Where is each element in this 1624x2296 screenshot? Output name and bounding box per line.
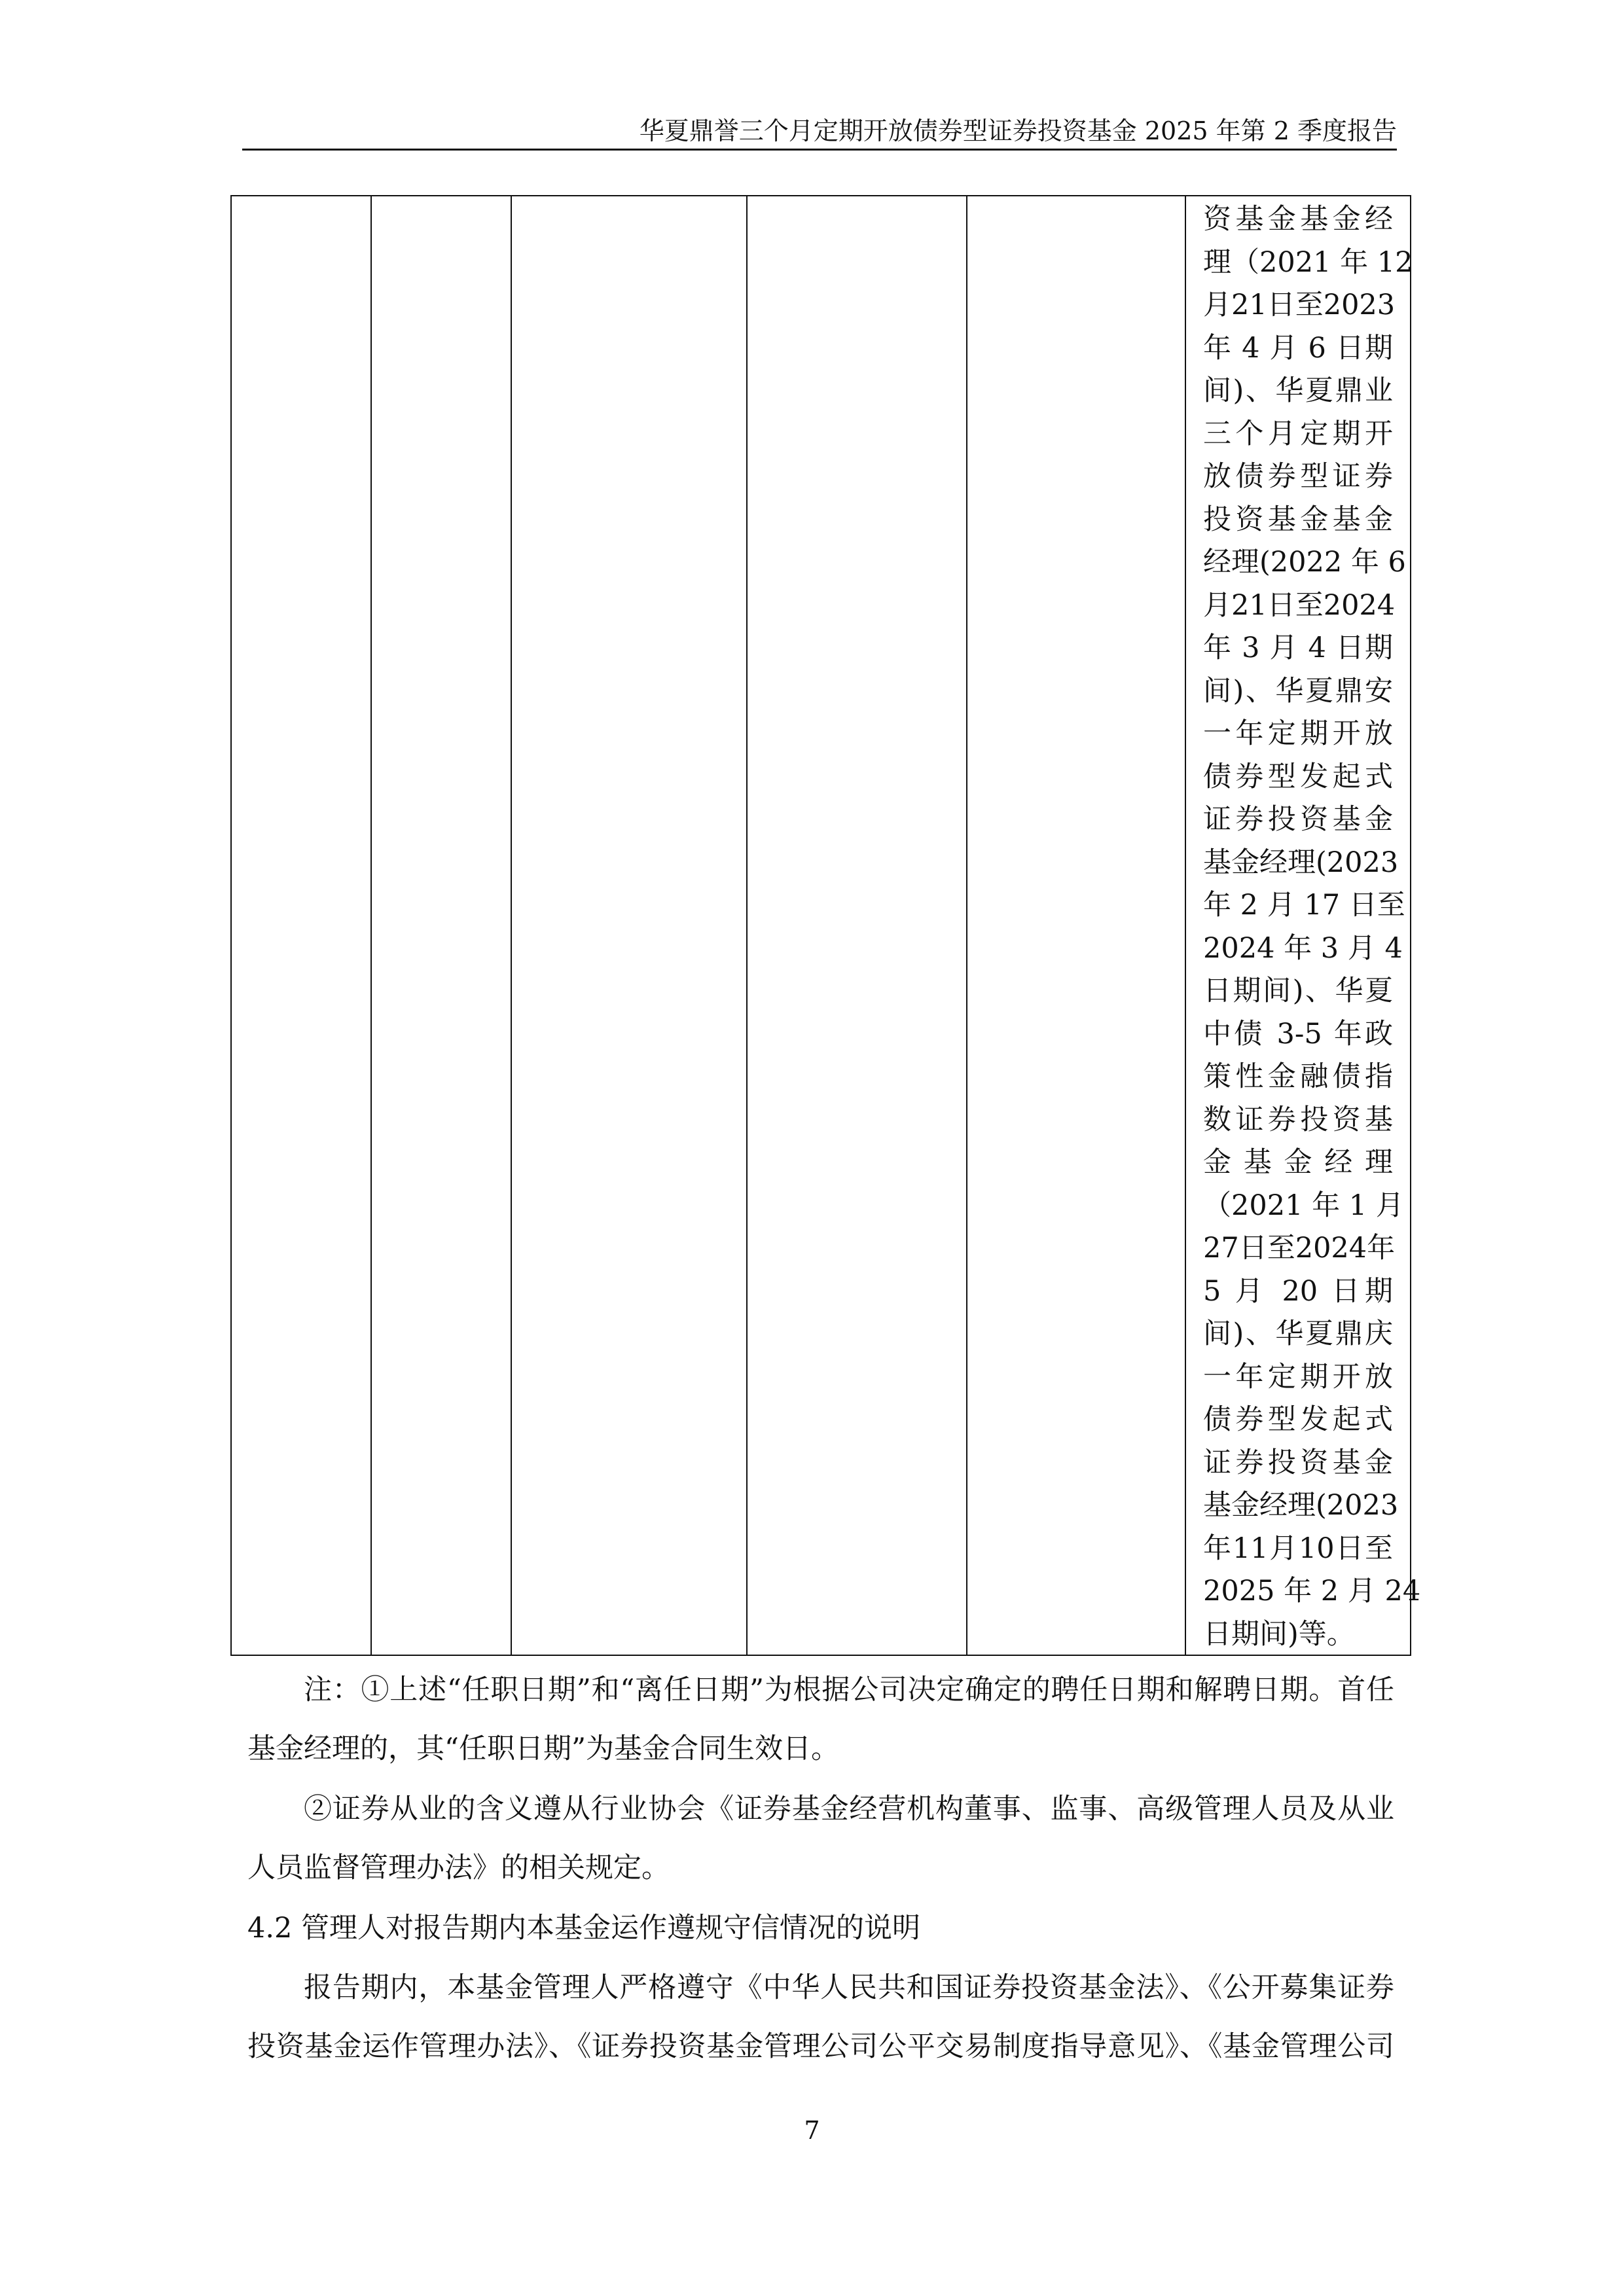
section-4-2-heading	[247, 1909, 1394, 1948]
section-heading: 4.2 管理人对报告期内本基金运作遵规守信情况的说明	[247, 1912, 921, 1945]
cell-text-line: 年 3 月 4 日期	[1203, 632, 1393, 664]
cell-text-line: 5 月 20 日期	[1203, 1274, 1393, 1308]
cell-text-line: 金 基 金 经 理	[1203, 1146, 1393, 1179]
table-column-divider	[1185, 196, 1186, 1655]
cell-text-line: 三个月定期开	[1203, 417, 1393, 450]
cell-text-line: 年11月10日至	[1203, 1532, 1393, 1565]
cell-text-line: 年 4 月 6 日期	[1203, 331, 1393, 365]
cell-text-line: 策性金融债指	[1203, 1060, 1393, 1093]
cell-text-line: 一年定期开放	[1203, 717, 1393, 750]
cell-text-line: 中债 3-5 年政	[1203, 1017, 1393, 1050]
cell-text-line: 日期间)、华夏	[1203, 975, 1393, 1007]
cell-text-line: 间)、华夏鼎业	[1203, 374, 1393, 407]
note-2-line-2: 人员监督管理办法》的相关规定。	[247, 1852, 670, 1884]
cell-text-line: 证券投资基金	[1203, 1446, 1393, 1479]
section-4-2-paragraph	[247, 1968, 1394, 2066]
cell-text-line: 证券投资基金	[1203, 803, 1393, 836]
cell-text-line: 债券型发起式	[1203, 1403, 1393, 1436]
cell-text-line: 经理(2022 年 6	[1203, 546, 1406, 579]
table-column-divider	[966, 196, 967, 1655]
cell-text-line: 基金经理(2023	[1203, 1489, 1399, 1522]
header-rule	[242, 149, 1397, 151]
note-1-line-1: 注：①上述“任职日期”和“离任日期”为根据公司决定确定的聘任日期和解聘日期。首任	[304, 1674, 1394, 1706]
cell-text-line: 资基金基金经	[1203, 203, 1393, 236]
cell-text-line: 投资基金基金	[1203, 503, 1393, 536]
paragraph-line-1: 报告期内，本基金管理人严格遵守《中华人民共和国证券投资基金法》、《公开募集证券	[304, 1971, 1394, 2004]
cell-text-line: 年 2 月 17 日至	[1203, 889, 1405, 922]
page-header-title: 华夏鼎誉三个月定期开放债券型证券投资基金 2025 年第 2 季度报告	[639, 117, 1397, 145]
note-1	[247, 1670, 1394, 1768]
cell-text-line: （2021 年 1 月	[1203, 1189, 1404, 1222]
cell-text-line: 基金经理(2023	[1203, 846, 1399, 879]
cell-text-line: 27日至2024年	[1203, 1232, 1396, 1265]
cell-text-line: 间)、华夏鼎庆	[1203, 1318, 1393, 1350]
cell-text-line: 理（2021 年 12	[1203, 245, 1413, 279]
table-column-divider	[511, 196, 512, 1655]
note-1-line-2: 基金经理的，其“任职日期”为基金合同生效日。	[247, 1732, 839, 1765]
page-number: 7	[804, 2116, 820, 2145]
career-description-cell	[1203, 198, 1421, 1656]
cell-text-line: 债券型发起式	[1203, 760, 1393, 793]
cell-text-line: 月21日至2023	[1203, 289, 1396, 321]
cell-text-line: 一年定期开放	[1203, 1360, 1393, 1393]
cell-text-line: 月21日至2024	[1203, 588, 1396, 622]
cell-text-line: 数证券投资基	[1203, 1103, 1393, 1136]
note-2	[247, 1789, 1394, 1888]
table-column-divider	[370, 196, 372, 1655]
cell-text-line: 2025 年 2 月 24	[1203, 1575, 1421, 1607]
cell-text-line: 放债券型证券	[1203, 460, 1393, 493]
cell-text-line: 间)、华夏鼎安	[1203, 674, 1393, 708]
cell-text-line: 日期间)等。	[1203, 1617, 1355, 1651]
table-column-divider	[746, 196, 748, 1655]
note-2-line-1: ②证券从业的含义遵从行业协会《证券基金经营机构董事、监事、高级管理人员及从业	[304, 1793, 1394, 1825]
cell-text-line: 2024 年 3 月 4	[1203, 931, 1403, 965]
paragraph-line-2: 投资基金运作管理办法》、《证券投资基金管理公司公平交易制度指导意见》、《基金管理公司	[247, 2030, 1394, 2063]
